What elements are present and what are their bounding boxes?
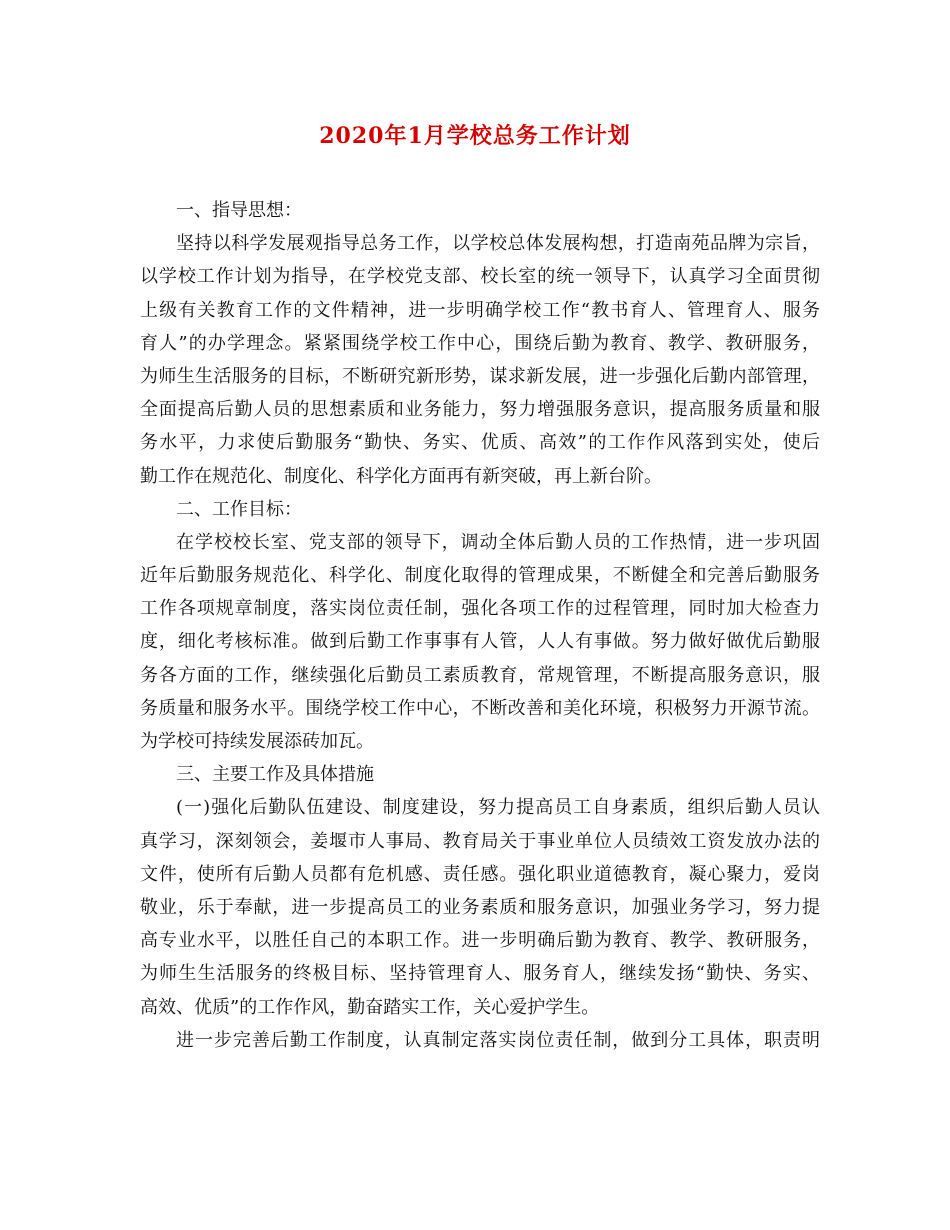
text-line: 全面提高后勤人员的思想素质和业务能力，努力增强服务意识，提高服务质量和服	[140, 399, 820, 421]
text-line: 文件，使所有后勤人员都有危机感、责任感。强化职业道德教育，凝心聚力，爱岗	[140, 863, 820, 885]
text-line: 务水平，力求使后勤服务“勤快、务实、优质、高效”的工作作风落到实处，使后	[140, 432, 820, 454]
text-line: 务各方面的工作，继续强化后勤员工素质教育，常规管理，不断提高服务意识，服	[140, 664, 820, 686]
text-line: 为学校可持续发展添砖加瓦。	[140, 731, 374, 752]
text-line: 高效、优质”的工作作风，勤奋踏实工作，关心爱护学生。	[140, 996, 600, 1018]
text-line: 敬业，乐于奉献，进一步提高员工的业务素质和服务意识，加强业务学习，努力提	[140, 896, 820, 918]
text-line: 勤工作在规范化、制度化、科学化方面再有新突破，再上新台阶。	[140, 465, 662, 487]
text-line: 三、主要工作及具体措施	[176, 764, 374, 786]
text-line: 高专业水平，以胜任自己的本职工作。进一步明确后勤为教育、教学、教研服务，	[140, 930, 820, 952]
text-line: 近年后勤服务规范化、科学化、制度化取得的管理成果，不断健全和完善后勤服务	[140, 565, 820, 587]
document-title: 2020年1月学校总务工作计划	[319, 123, 631, 149]
text-line: 为师生生活服务的终极目标、坚持管理育人、服务育人，继续发扬“勤快、务实、	[140, 963, 820, 985]
text-line: 度，细化考核标准。做到后勤工作事事有人管，人人有事做。努力做好做优后勤服	[140, 631, 820, 653]
text-line: 进一步完善后勤工作制度，认真制定落实岗位责任制，做到分工具体，职责明	[176, 1029, 820, 1051]
text-line: 二、工作目标：	[176, 498, 302, 520]
text-line: 坚持以科学发展观指导总务工作，以学校总体发展构想，打造南苑品牌为宗旨，	[176, 233, 820, 255]
text-line: 以学校工作计划为指导，在学校党支部、校长室的统一领导下，认真学习全面贯彻	[140, 266, 820, 288]
text-line: 务质量和服务水平。围绕学校工作中心，不断改善和美化环境，积极努力开源节流。	[140, 697, 820, 719]
text-line: 工作各项规章制度，落实岗位责任制，强化各项工作的过程管理，同时加大检查力	[140, 598, 820, 620]
text-line: 育人”的办学理念。紧紧围绕学校工作中心，围绕后勤为教育、教学、教研服务，	[140, 332, 820, 354]
text-line: (一)强化后勤队伍建设、制度建设，努力提高员工自身素质，组织后勤人员认	[176, 797, 820, 819]
text-line: 上级有关教育工作的文件精神，进一步明确学校工作“教书育人、管理育人、服务	[140, 299, 820, 321]
text-line: 真学习，深刻领会，姜堰市人事局、教育局关于事业单位人员绩效工资发放办法的	[140, 830, 820, 852]
text-line: 为师生生活服务的目标，不断研究新形势，谋求新发展，进一步强化后勤内部管理，	[140, 365, 820, 387]
document-body	[140, 194, 820, 1057]
text-line: 一、指导思想：	[176, 200, 302, 221]
text-line: 在学校校长室、党支部的领导下，调动全体后勤人员的工作热情，进一步巩固	[176, 531, 820, 553]
